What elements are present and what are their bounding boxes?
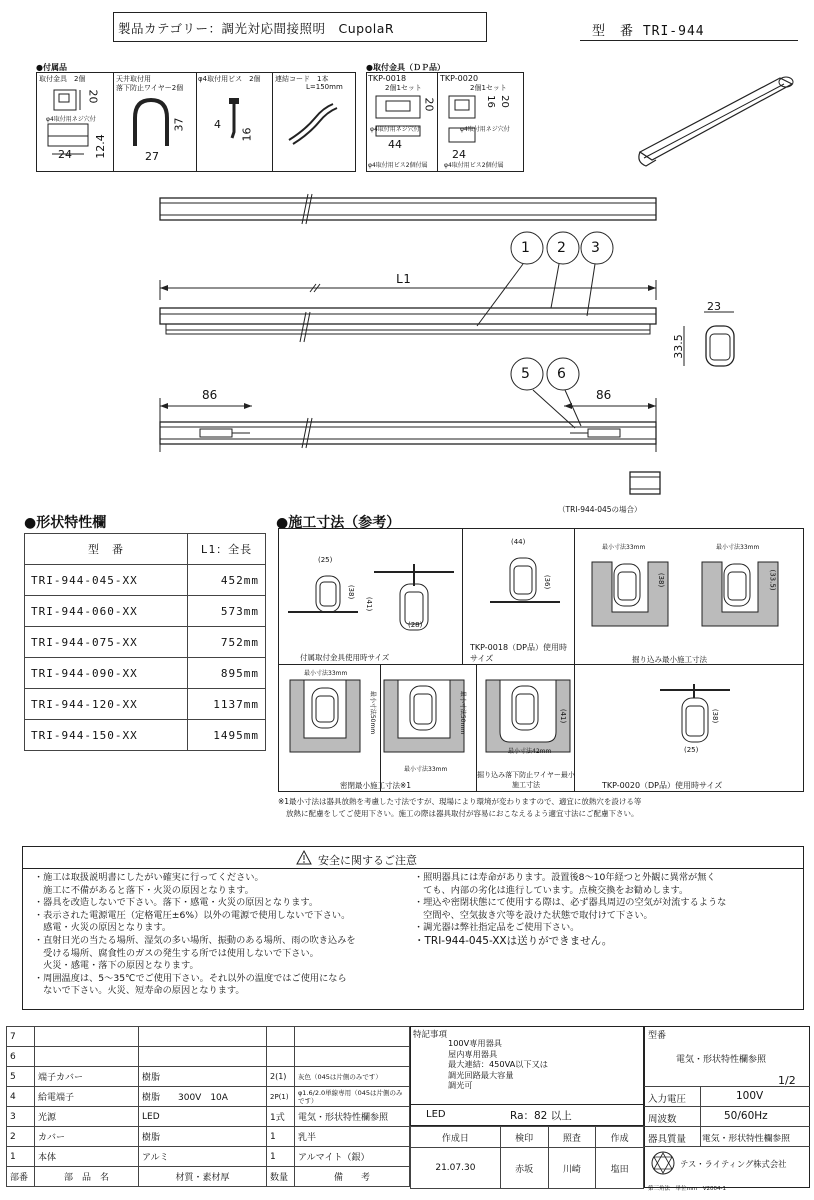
safety-right (414, 872, 800, 948)
table-row (7, 1067, 410, 1087)
tkp18-name: TKP-0018 (368, 74, 407, 83)
spec-length: 895mm (188, 658, 266, 689)
bom-material (139, 1047, 267, 1067)
safety-line: 受ける場所、腐食性のガスの発生する所では使用しないで下さい。 (34, 947, 319, 959)
header-underline (580, 40, 798, 41)
bom-no: 6 (7, 1047, 35, 1067)
cell2-caption-1: TKP-0018（DP品）使用時サイズ (470, 643, 568, 663)
bracket-name: 取付金具 2個 (39, 75, 86, 83)
cell3-dim-335: (33.5) (768, 569, 777, 591)
safety-line: ・表示された電源電圧（定格電圧±6%）以外の電源で使用しないで下さい。 (34, 909, 351, 921)
spec-length: 573mm (188, 596, 266, 627)
weight-value: 電気・形状特性欄参照 (702, 1134, 790, 1144)
table-row (7, 1027, 410, 1047)
approval-header: 照査 (548, 1127, 596, 1148)
special-line: 調光可 (448, 1080, 473, 1090)
callout-2: 2 (557, 240, 566, 256)
tkp18-dim-44: 44 (388, 138, 402, 151)
right-col-line (700, 1086, 701, 1146)
tkp18-dim-20: 20 (422, 97, 436, 112)
cell4-dim-b: 最小寸法50mm (369, 690, 377, 735)
bom-remark (295, 1047, 410, 1067)
safety-line: ・TRI-944-045-XXは送りができません。 (414, 934, 613, 947)
bracket-screw-note: φ4取付用ネジ穴付 (46, 116, 96, 123)
section-h-dim: 33.5 (671, 334, 685, 359)
table-row (25, 596, 266, 627)
callout-5: 5 (521, 366, 530, 382)
bom-material: 樹脂 300V 10A (139, 1087, 267, 1107)
tkp20-note1: φ4取付用ネジ穴付 (460, 126, 510, 133)
table-row (25, 689, 266, 720)
tkp20-dim-16: 16 (484, 95, 496, 108)
cell6-dim-38: (38) (711, 708, 720, 724)
bom-remark: 灰色（045は片側のみです） (295, 1067, 410, 1087)
wire-name-2: 落下防止ワイヤー2個 (116, 84, 184, 92)
tkp20-dim-20: 20 (498, 95, 510, 108)
bom-material (139, 1027, 267, 1047)
bom-qty (267, 1047, 295, 1067)
approval-header: 作成 (596, 1127, 644, 1148)
bom-header-material: 材質・素材厚 (139, 1167, 267, 1187)
safety-line: ・調光器は弊社指定品をご使用下さい。 (414, 922, 580, 934)
spec-header-model: 型 番 (25, 534, 188, 565)
safety-line: ・施工は取扱説明書にしたがい確実に行ってください。 (34, 872, 264, 883)
special-lines (448, 1038, 548, 1091)
model-label: 型 番 TRI-944 (592, 24, 705, 39)
tkp20-dim-24: 24 (452, 148, 466, 161)
bom-part: 端子カバー (35, 1067, 139, 1087)
table-row (25, 565, 266, 596)
safety-line: 火災・感電・落下の原因となります。 (34, 960, 199, 972)
screw-name: φ4取付用ビス 2個 (198, 75, 261, 83)
wire-dim-37: 37 (172, 117, 186, 132)
bom-qty: 2(1) (267, 1067, 295, 1087)
table-row (7, 1087, 410, 1107)
table-row (411, 1148, 644, 1189)
bom-no: 4 (7, 1087, 35, 1107)
bom-header-remark: 備 考 (295, 1167, 410, 1187)
cell6-caption: TKP-0020（DP品）使用時サイズ (602, 781, 723, 790)
install-title: ●施工寸法（参考） (276, 515, 401, 531)
install-hline (278, 664, 804, 665)
table-row (411, 1127, 644, 1148)
cell4-dim-c: 最小寸法50mm (459, 690, 467, 735)
bom-header-qty: 数量 (267, 1167, 295, 1187)
tkp18-note2: φ4取付用ビス2個付属 (368, 162, 428, 169)
bracket-dim-20: 20 (86, 89, 100, 104)
right-model-label: 型番 (648, 1031, 667, 1041)
bom-qty: 1 (267, 1147, 295, 1167)
opt-divider (437, 72, 438, 172)
ra-label: Ra：82 以上 (510, 1110, 572, 1122)
table-row (7, 1047, 410, 1067)
dim-86-left: 86 (202, 388, 218, 402)
table-row (25, 658, 266, 689)
tkp20-note2: φ4取付用ビス2個付属 (444, 162, 504, 169)
table-row (25, 534, 266, 565)
bom-no: 1 (7, 1147, 35, 1167)
note-045: （TRI-944-045の場合） (558, 505, 642, 514)
bom-part: 本体 (35, 1147, 139, 1167)
spec-length: 1137mm (188, 689, 266, 720)
safety-line: ・照明器具には寿命があります。設置後8〜10年経つと外観に異常が無く (414, 872, 716, 883)
safety-left (34, 872, 414, 998)
approval-header: 作成日 (411, 1127, 501, 1148)
spec-model: TRI-944-060-XX (25, 596, 188, 627)
table-row (7, 1167, 410, 1187)
spec-model: TRI-944-045-XX (25, 565, 188, 596)
category-label: 製品カテゴリー：調光対応間接照明 CupolaR (118, 21, 395, 36)
right-row-line-3 (644, 1126, 810, 1127)
cell2-dim-36: (36) (543, 574, 552, 590)
right-row-line-1 (644, 1086, 810, 1087)
special-line: 調光回路最大容量 (448, 1069, 514, 1080)
spec-model: TRI-944-075-XX (25, 627, 188, 658)
optional-title: ●取付金具（ＤＰ品） (366, 63, 445, 72)
cell3-dim-b: 最小寸法33mm (716, 544, 760, 551)
page-number: 1/2 (778, 1074, 796, 1087)
install-vline-1 (462, 528, 463, 664)
fixture-perspective (630, 70, 800, 170)
install-cell2-drawing (490, 546, 570, 616)
spec-length: 1495mm (188, 720, 266, 751)
l1-label: L1 (396, 272, 411, 286)
bom-material: 樹脂 (139, 1067, 267, 1087)
freq-value: 50/60Hz (724, 1110, 768, 1122)
voltage-value: 100V (736, 1090, 764, 1102)
bom-qty: 1式 (267, 1107, 295, 1127)
install-footnote-1: ※1最小寸法は器具放熱を考慮した寸法ですが、現場により環境が変わりますので、適宜に放熱穴を設ける等 (278, 797, 642, 806)
bom-qty: 1 (267, 1127, 295, 1147)
cell5-dim-41: (41) (559, 708, 568, 724)
table-row (7, 1147, 410, 1167)
cell5-dim-a: 最小寸法42mm (508, 748, 552, 755)
right-row-line-2 (644, 1106, 810, 1107)
cell1-dim-28: (28) (408, 621, 423, 629)
tkp20-name: TKP-0020 (440, 74, 479, 83)
table-row (7, 1107, 410, 1127)
cell1-dim-25: (25) (318, 556, 333, 564)
safety-line: ・直射日光の当たる場所、湿気の多い場所、振動のある場所、雨の吹き込みを (34, 934, 356, 946)
callout-3: 3 (591, 240, 600, 256)
acc-divider-1 (113, 72, 114, 172)
tkp20-qty: 2個1セット (470, 84, 507, 92)
cell3-dim-38: (38) (657, 572, 666, 588)
bom-no: 2 (7, 1127, 35, 1147)
bracket-dim-124: 12.4 (93, 134, 107, 159)
cell3-dim-a: 最小寸法33mm (602, 544, 646, 551)
tiny-footer: 第三角法 単位mm V2004-1 (648, 1186, 726, 1192)
safety-line: ・周囲温度は、5〜35℃でご使用下さい。それ以外の温度ではご使用になら (34, 972, 347, 984)
cell6-dim-25: (25) (684, 746, 699, 754)
approval-table (410, 1126, 644, 1189)
special-line: 最大連結：450VA以下又は (448, 1059, 548, 1069)
cell4-dim-a: 最小寸法33mm (304, 670, 348, 677)
bom-part: カバー (35, 1127, 139, 1147)
accessories-title: ●付属品 (36, 63, 67, 72)
bom-remark: 電気・形状特性欄参照 (295, 1107, 410, 1127)
bom-header-part: 部 品 名 (35, 1167, 139, 1187)
tkp20-drawing (445, 92, 505, 152)
bom-header-no: 部番 (7, 1167, 35, 1187)
screw-dim-16: 16 (240, 127, 254, 142)
bom-qty: 2P(1) (267, 1087, 295, 1107)
side-view (160, 306, 660, 346)
voltage-label: 入力電圧 (648, 1094, 687, 1105)
table-row (25, 627, 266, 658)
bom-table (6, 1026, 410, 1187)
install-cell4-drawing (290, 678, 470, 758)
safety-line: ても、内部の劣化は進行しています。点検交換をお勧めします。 (414, 884, 689, 896)
approval-stamp: 川崎 (548, 1148, 596, 1189)
spec-length: 452mm (188, 565, 266, 596)
install-cell6-drawing (660, 684, 740, 754)
bom-part (35, 1047, 139, 1067)
dim-86-right: 86 (596, 388, 612, 402)
tkp18-note1: φ4取付用ネジ穴付 (370, 126, 420, 133)
bracket-dim-24: 24 (58, 148, 72, 161)
approval-header: 検印 (500, 1127, 548, 1148)
bom-no: 7 (7, 1027, 35, 1047)
special-line: 屋内専用器具 (448, 1048, 498, 1059)
spec-length: 752mm (188, 627, 266, 658)
bom-material: 樹脂 (139, 1127, 267, 1147)
callout-6: 6 (557, 366, 566, 382)
right-model-value: 電気・形状特性欄参照 (676, 1055, 767, 1065)
company-logo-icon (650, 1150, 676, 1176)
spec-table (24, 533, 266, 751)
bom-remark: アルマイト（銀） (295, 1147, 410, 1167)
cell5-caption: 掘り込み落下防止ワイヤー最小施工寸法 (477, 771, 575, 789)
bottom-view-045 (630, 470, 670, 500)
cell1-dim-41: (41) (365, 596, 374, 612)
cell1-caption: 付属取付金具使用時サイズ (300, 653, 390, 662)
led-label: LED (426, 1109, 446, 1120)
install-footnote-2: 放熱に配慮をしてご使用下さい。施工の際は器具取付が容易におこなえるよう適宜寸法にご配慮下さい。 (286, 809, 639, 818)
cord-length: L=150mm (306, 83, 343, 91)
freq-label: 周波数 (648, 1114, 677, 1125)
bom-part (35, 1027, 139, 1047)
safety-line: 空間や、空気抜き穴等を設けた状態で取付けて下さい。 (414, 909, 653, 921)
cell4-caption: 密閉最小施工寸法※1 (340, 781, 412, 790)
cord-name: 連結コード 1本 (275, 75, 329, 83)
bom-part: 給電端子 (35, 1087, 139, 1107)
spec-model: TRI-944-150-XX (25, 720, 188, 751)
special-line: 100V専用器具 (448, 1038, 502, 1048)
safety-line: ・埋込や密閉状態にて使用する際は、必ず器具周辺の空気が対流するような (414, 897, 727, 909)
bom-part: 光源 (35, 1107, 139, 1127)
spec-model: TRI-944-120-XX (25, 689, 188, 720)
acc-divider-2 (196, 72, 197, 172)
install-cell3-drawing (592, 556, 792, 636)
company-name: テス・ライティング株式会社 (680, 1159, 787, 1169)
bom-material: アルミ (139, 1147, 267, 1167)
bom-qty (267, 1027, 295, 1047)
top-view (160, 196, 660, 226)
cord-drawing (285, 100, 345, 150)
approval-stamp: 塩田 (596, 1148, 644, 1189)
weight-label: 器具質量 (648, 1134, 687, 1145)
cell2-dim-44: (44) (511, 538, 526, 546)
warning-icon (296, 850, 312, 865)
safety-title: 安全に関するご注意 (318, 854, 417, 867)
wire-name-1: 天井取付用 (116, 75, 151, 83)
table-row (7, 1127, 410, 1147)
safety-title-line (22, 868, 804, 869)
approval-stamp: 赤坂 (500, 1148, 548, 1189)
bottom-view (160, 398, 660, 458)
bom-material: LED (139, 1107, 267, 1127)
section-w-dim: 23 (707, 300, 721, 313)
bom-remark: φ1.6/2.0単線専用（045は片側のみです） (295, 1087, 410, 1107)
cell4-dim-d: 最小寸法33mm (404, 766, 448, 773)
bom-no: 5 (7, 1067, 35, 1087)
safety-line: 施工に不備があると落下・火災の原因となります。 (34, 884, 254, 896)
approval-date: 21.07.30 (411, 1148, 501, 1189)
cell1-dim-38: (38) (347, 584, 356, 600)
safety-line: ・器具を改造しないで下さい。落下・感電・火災の原因となります。 (34, 897, 319, 909)
bom-no: 3 (7, 1107, 35, 1127)
callout-1: 1 (521, 240, 530, 256)
right-row-line-4 (644, 1146, 810, 1147)
cell3-caption: 掘り込み最小施工寸法 (632, 655, 707, 664)
bom-remark (295, 1027, 410, 1047)
screw-dim-4: 4 (214, 118, 221, 131)
spec-header-length: L1：全長 (188, 534, 266, 565)
special-title: 特記事項 (413, 1030, 448, 1040)
spec-model: TRI-944-090-XX (25, 658, 188, 689)
safety-line: ないで下さい。火災、短寿命の原因となります。 (34, 985, 245, 997)
tkp18-qty: 2個1セット (385, 84, 422, 92)
safety-line: 感電・火災の原因となります。 (34, 922, 172, 934)
wire-dim-27: 27 (145, 150, 159, 163)
bom-remark: 乳半 (295, 1127, 410, 1147)
acc-divider-3 (272, 72, 273, 172)
spec-title: ●形状特性欄 (24, 515, 107, 531)
table-row (25, 720, 266, 751)
